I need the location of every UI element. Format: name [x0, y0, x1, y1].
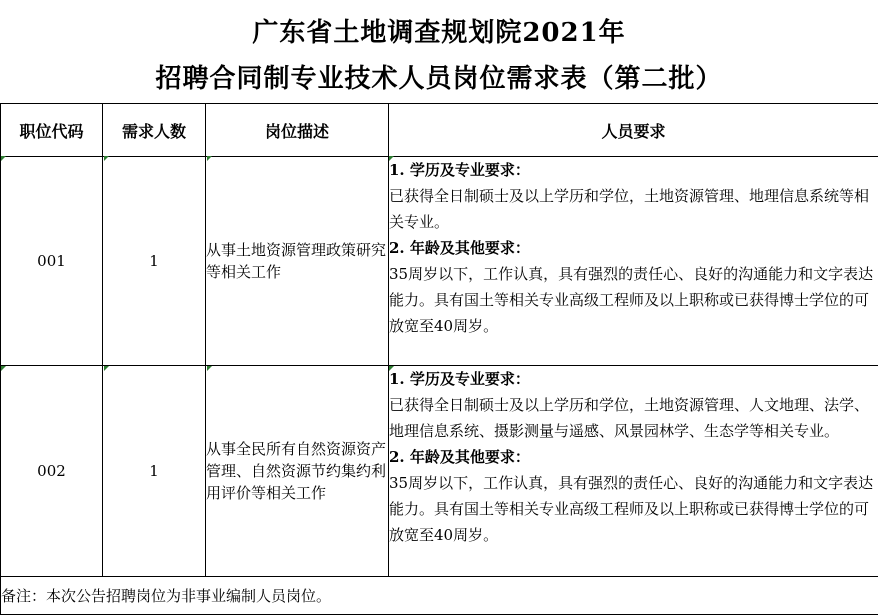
header-code: 职位代码	[1, 104, 103, 157]
requirement-heading: 2. 年龄及其他要求：	[389, 448, 530, 466]
header-requirements: 人员要求	[389, 104, 878, 157]
cell-marker-icon	[104, 366, 109, 371]
header-description: 岗位描述	[206, 104, 389, 157]
cell-marker-icon	[1, 156, 6, 161]
cell-marker-icon	[104, 156, 109, 161]
table-note: 备注：本次公告招聘岗位为非事业编制人员岗位。	[1, 577, 878, 615]
table-row	[1, 157, 878, 366]
cell-marker-icon	[207, 156, 212, 161]
cell-description: 从事全民所有自然资源资产管理、自然资源节约集约利用评价等相关工作	[206, 366, 389, 577]
cell-code: 002	[1, 366, 103, 577]
position-requirements-table	[0, 103, 878, 615]
cell-code: 001	[1, 157, 103, 366]
cell-requirements	[389, 366, 878, 577]
cell-requirements	[389, 157, 878, 366]
requirement-heading: 1. 学历及专业要求：	[389, 161, 530, 179]
cell-count: 1	[103, 157, 206, 366]
cell-description: 从事土地资源管理政策研究等相关工作	[206, 157, 389, 366]
cell-marker-icon	[1, 366, 6, 371]
cell-marker-icon	[389, 366, 394, 371]
document-title-line-2: 招聘合同制专业技术人员岗位需求表（第二批）	[155, 64, 723, 94]
requirement-text: 已获得全日制硕士及以上学历和学位，土地资源管理、人文地理、法学、地理信息系统、摄影测量与遥感、风景园林学、生态学等相关专业。	[389, 396, 870, 440]
note-row	[1, 577, 878, 615]
requirement-heading: 2. 年龄及其他要求：	[389, 239, 530, 257]
cell-marker-icon	[207, 366, 212, 371]
header-row	[1, 104, 878, 157]
document-title-line-1: 广东省土地调查规划院2021年	[252, 18, 626, 48]
requirement-text: 35周岁以下，工作认真，具有强烈的责任心、良好的沟通能力和文字表达能力。具有国土等相关专业高级工程师及以上职称或已获得博士学位的可放宽至40周岁。	[389, 474, 874, 544]
cell-count: 1	[103, 366, 206, 577]
table-row	[1, 366, 878, 577]
cell-marker-icon	[389, 156, 394, 161]
requirement-heading: 1. 学历及专业要求：	[389, 370, 530, 388]
header-count: 需求人数	[103, 104, 206, 157]
requirement-text: 35周岁以下，工作认真，具有强烈的责任心、良好的沟通能力和文字表达能力。具有国土等相关专业高级工程师及以上职称或已获得博士学位的可放宽至40周岁。	[389, 265, 874, 335]
requirement-text: 已获得全日制硕士及以上学历和学位，土地资源管理、地理信息系统等相关专业。	[389, 187, 870, 231]
